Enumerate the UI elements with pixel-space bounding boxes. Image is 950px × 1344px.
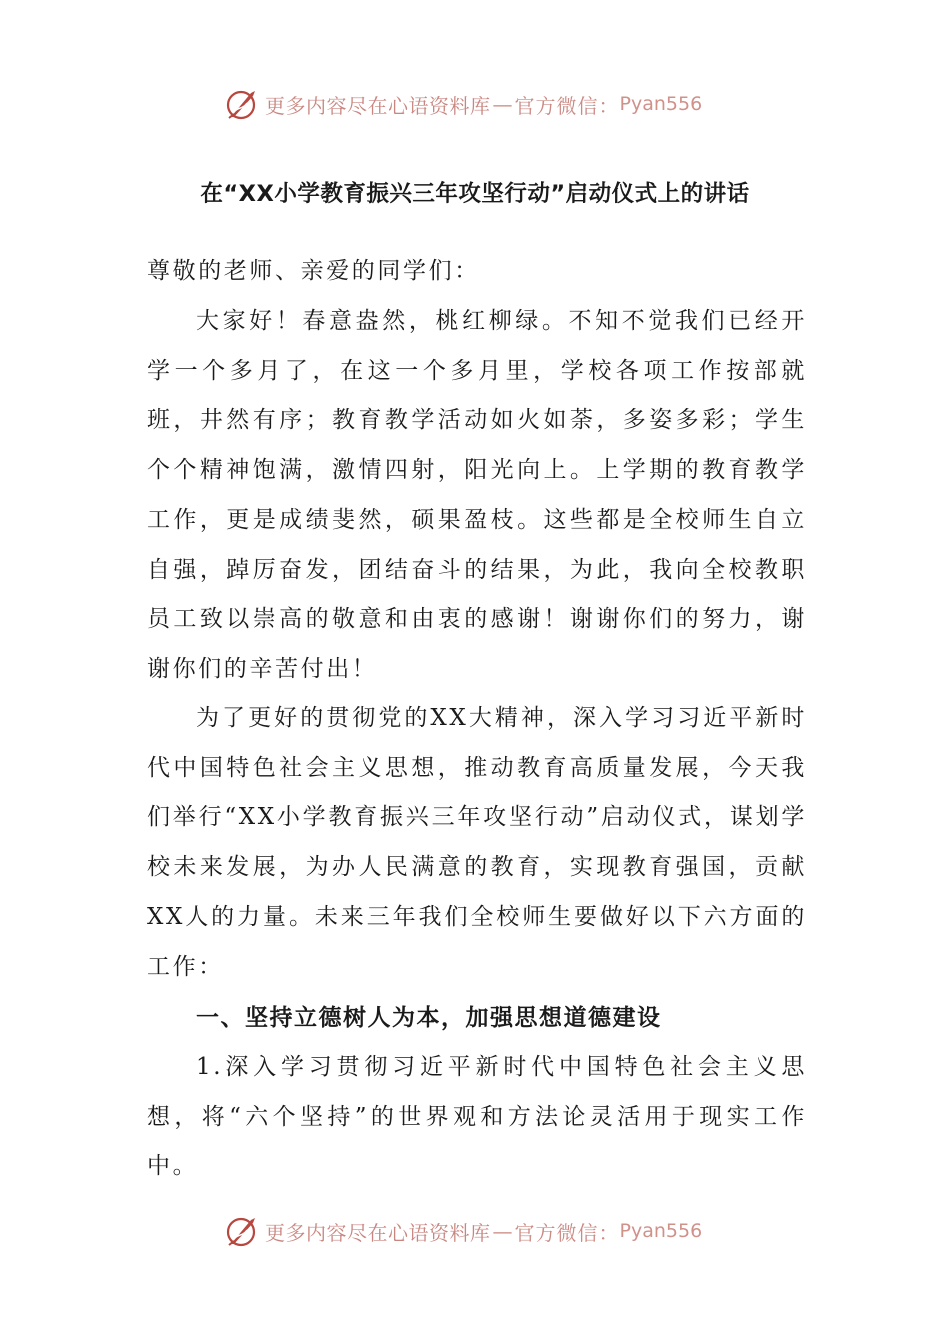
banner-dash: — [492,92,513,116]
footer-banner [225,1211,745,1251]
header-banner [225,84,745,124]
banner-wechat-id: Pyan556 [619,1220,703,1242]
quill-pen-logo-icon [225,87,259,121]
banner-wechat-label: 官方微信： [514,1220,620,1245]
salutation: 尊敬的老师、亲爱的同学们： [147,258,480,284]
section-heading: 一、坚持立德树人为本，加强思想道德建设 [196,1005,662,1031]
banner-site-text: 更多内容尽在心语资料库 [265,1220,491,1245]
paragraph-2: 为了更好的贯彻党的XX大精神，深入学习习近平新时代中国特色社会主义思想，推动教育高质量发展，今天我们举行“XX小学教育振兴三年攻坚行动”启动仪式，谋划学校未来发展，为办人民满意的教育，实现教育强国，贡献XX人的力量。未来三年我们全校师生要做好以下六方面的工作： [147,705,807,980]
banner-wechat-label: 官方微信： [514,93,620,118]
paragraph-1: 大家好！春意盎然，桃红柳绿。不知不觉我们已经开学一个多月了，在这一个多月里，学校各项工作按部就班，井然有序；教育教学活动如火如荼，多姿多彩；学生个个精神饱满，激情四射，阳光向上。上学期的教育教学工作，更是成绩斐然，硕果盈枝。这些都是全校师生自立自强，踔厉奋发，团结奋斗的结果，为此，我向全校教职员工致以崇高的敬意和由衷的感谢！谢谢你们的努力，谢谢你们的辛苦付出！ [147,308,807,682]
banner-site-text: 更多内容尽在心语资料库 [265,93,491,118]
banner-wechat-id: Pyan556 [619,93,703,115]
quill-pen-logo-icon [225,1214,259,1248]
banner-dash: — [492,1219,513,1243]
document-title: 在“XX小学教育振兴三年攻坚行动”启动仪式上的讲话 [200,181,750,207]
paragraph-3: 1.深入学习贯彻习近平新时代中国特色社会主义思想，将“六个坚持”的世界观和方法论灵活用于现实工作中。 [147,1054,807,1180]
